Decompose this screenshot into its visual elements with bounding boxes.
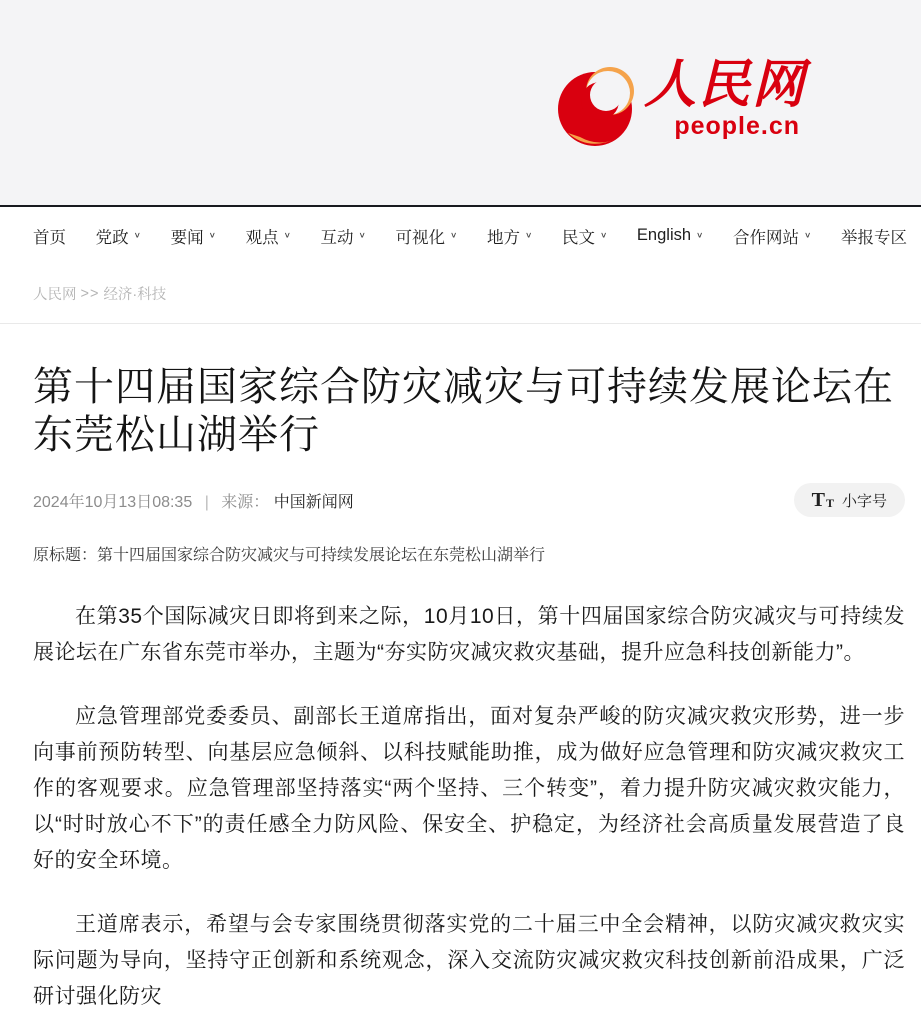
font-size-button-label: 小字号 xyxy=(841,492,887,510)
nav-item-hezuowangzhan[interactable]: 合作网站 ∨ xyxy=(733,228,812,247)
chevron-down-icon: ∨ xyxy=(804,231,812,240)
breadcrumb-site-link[interactable]: 人民网 xyxy=(33,287,77,303)
logo-cn-label: 人民网 xyxy=(644,54,807,115)
chevron-down-icon: ∨ xyxy=(358,231,366,240)
chevron-down-icon: ∨ xyxy=(450,231,458,240)
article-meta-row xyxy=(33,483,905,517)
nav-item-yaowen[interactable]: 要闻 ∨ xyxy=(170,228,216,247)
source-link[interactable]: 中国新闻网 xyxy=(273,493,354,511)
source-label: 来源： xyxy=(221,493,270,511)
people-globe-icon xyxy=(558,63,634,151)
original-title-text: 第十四届国家综合防灾减灾与可持续发展论坛在东莞松山湖举行 xyxy=(97,547,546,564)
chevron-down-icon: ∨ xyxy=(133,231,141,240)
font-size-button[interactable] xyxy=(794,483,905,517)
original-title-label: 原标题： xyxy=(33,547,98,564)
breadcrumb xyxy=(0,264,921,324)
font-size-icon-small: T xyxy=(825,496,834,510)
meta-separator: | xyxy=(204,493,209,511)
site-header xyxy=(0,0,921,207)
publish-date: 2024年10月13日08:35 xyxy=(33,493,193,511)
breadcrumb-section-link[interactable]: 经济·科技 xyxy=(103,287,167,303)
people-logo[interactable] xyxy=(558,55,806,151)
original-title xyxy=(33,542,905,565)
main-nav xyxy=(0,207,921,264)
nav-item-english[interactable]: English ∨ xyxy=(636,226,704,244)
chevron-down-icon: ∨ xyxy=(208,231,216,240)
article-meta xyxy=(33,489,354,512)
breadcrumb-separator: >> xyxy=(80,285,100,302)
nav-item-keshihua[interactable]: 可视化 ∨ xyxy=(395,228,458,247)
chevron-down-icon: ∨ xyxy=(524,231,533,240)
nav-item-difang[interactable]: 地方 ∨ xyxy=(486,228,533,247)
nav-item-minwen[interactable]: 民文 ∨ xyxy=(561,228,608,247)
nav-item-guandian[interactable]: 观点 ∨ xyxy=(245,228,291,247)
article-paragraph: 王道席表示，希望与会专家围绕贯彻落实党的二十届三中全会精神，以防灾减灾救灾实际问题为导向，坚持守正创新和系统观念，深入交流防灾减灾救灾科技创新前沿成果，广泛研讨强化防灾 xyxy=(33,913,905,1008)
article-paragraph: 应急管理部党委委员、副部长王道席指出，面对复杂严峻的防灾减灾救灾形势，进一步向事前预防转型、向基层应急倾斜、以科技赋能助推，成为做好应急管理和防灾减灾救灾工作的客观要求。应急管理部坚持落实“两个坚持、三个转变”，着力提升防灾减灾救灾能力，以“时时放心不下”的责任感全力防风险、保安全、护稳定，为经济社会高质量发展营造了良好的安全环境。 xyxy=(33,705,905,872)
font-size-icon: T xyxy=(811,489,825,511)
chevron-down-icon: ∨ xyxy=(599,231,608,240)
nav-item-hudong[interactable]: 互动 ∨ xyxy=(320,228,366,247)
nav-item-jubaozhuanqu[interactable]: 举报专区 xyxy=(840,228,907,247)
chevron-down-icon: ∨ xyxy=(283,231,291,240)
logo-text xyxy=(644,55,806,139)
nav-item-dangzheng[interactable]: 党政 ∨ xyxy=(95,228,141,247)
article-body xyxy=(33,599,905,1015)
chevron-down-icon: ∨ xyxy=(696,231,704,240)
article xyxy=(0,363,921,1015)
article-paragraph: 在第35个国际减灾日即将到来之际，10月10日，第十四届国家综合防灾减灾与可持续发展论坛在广东省东莞市举办，主题为“夯实防灾减灾救灾基础，提升应急科技创新能力”。 xyxy=(33,605,905,664)
nav-item-home[interactable]: 首页 xyxy=(33,228,66,247)
article-title: 第十四届国家综合防灾减灾与可持续发展论坛在东莞松山湖举行 xyxy=(33,365,894,457)
logo-en-label: people.cn xyxy=(674,112,801,140)
